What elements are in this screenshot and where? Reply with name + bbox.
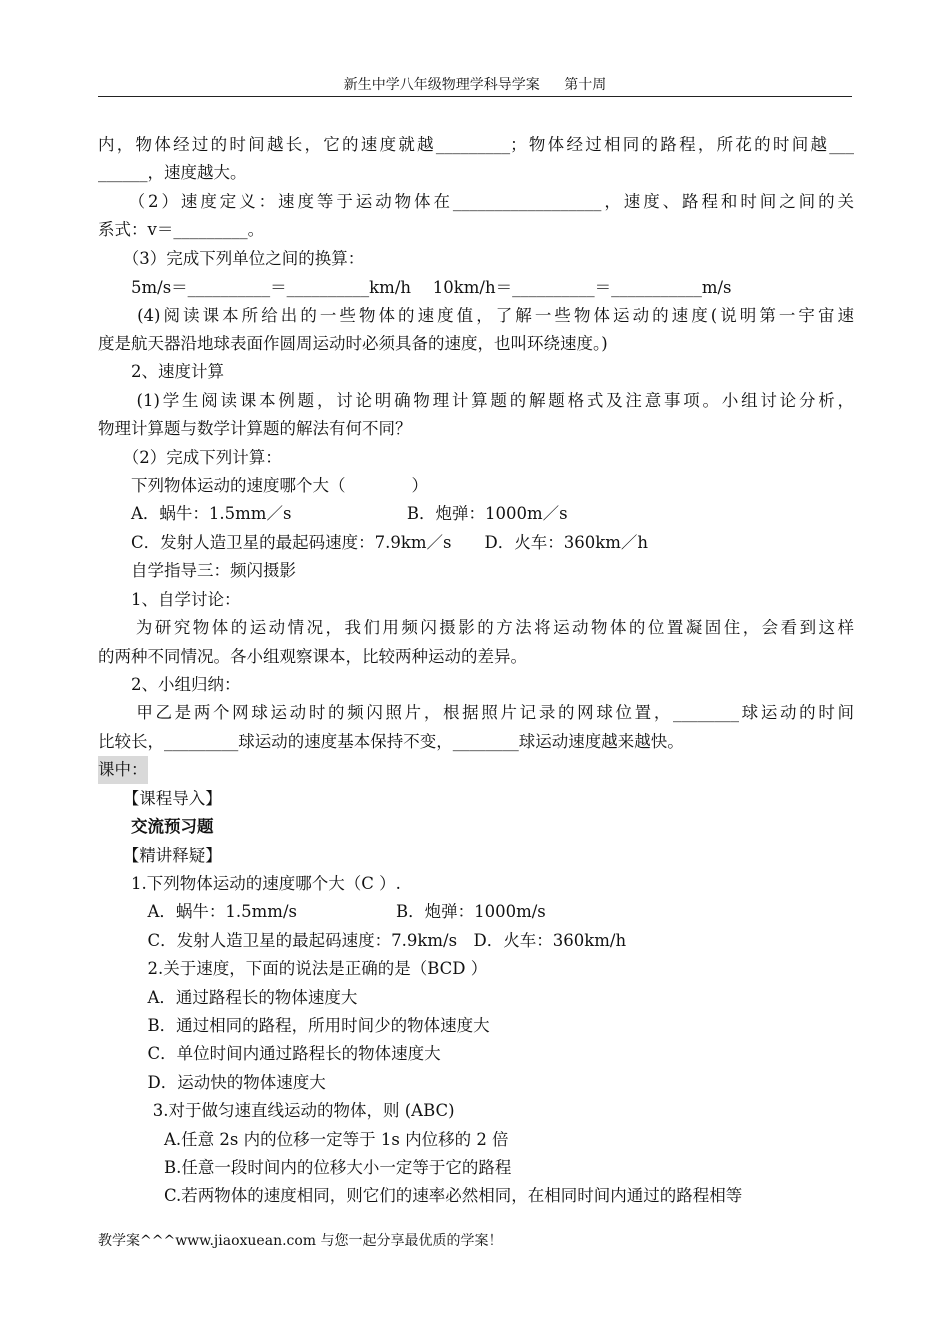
text-line: 的两种不同情况。各小组观察课本，比较两种运动的差异。 [98, 647, 527, 666]
text-line: 度是航天器沿地球表面作圆周运动时必须具备的速度，也叫环绕速度。) [98, 334, 608, 353]
text-line: 系式：v＝_________。 [98, 220, 265, 239]
text-line: A．通过路程长的物体速度大 [98, 988, 358, 1007]
section-label: 课中： [98, 756, 148, 784]
text-line: 5m/s＝__________＝__________km/h 10km/h＝__________＝___________m/s [98, 278, 732, 297]
text-line: 物理计算题与数学计算题的解法有何不同？ [98, 419, 412, 438]
text-line: 自学指导三：频闪摄影 [98, 561, 296, 580]
text-line: 2.关于速度，下面的说法是正确的是（BCD ） [98, 959, 488, 978]
text-line: A．蜗牛：1.5mm／s B．炮弹：1000m／s [98, 504, 568, 523]
text-line: (1)学生阅读课本例题，讨论明确物理计算题的解题格式及注意事项。小组讨论分析， [98, 391, 854, 410]
text-line: 内，物体经过的时间越长，它的速度就越_________；物体经过相同的路程，所花的时间越___ [98, 135, 854, 154]
text-line: （3）完成下列单位之间的换算： [98, 249, 365, 268]
text-line: C．单位时间内通过路程长的物体速度大 [98, 1044, 441, 1063]
text-line: （2）速度定义：速度等于运动物体在__________________，速度、路程和时间之间的关 [98, 192, 854, 211]
text-line: 3.对于做匀速直线运动的物体，则 (ABC) [98, 1101, 455, 1120]
text-line: 下列物体运动的速度哪个大（ ） [98, 476, 428, 495]
text-line: 1、自学讨论： [98, 590, 241, 609]
text-line: ______，速度越大。 [98, 163, 247, 182]
text-line: A.任意 2s 内的位移一定等于 1s 内位移的 2 倍 [98, 1130, 509, 1149]
text-line: 【课程导入】 [98, 789, 222, 808]
text-line: D．运动快的物体速度大 [98, 1073, 326, 1092]
text-line: 【精讲释疑】 [98, 846, 222, 865]
page-footer: 教学案^^^www.jiaoxuean.com 与您一起分享最优质的学案！ [98, 1233, 503, 1249]
header-week: 第十周 [564, 77, 607, 93]
text-line: 2、速度计算 [98, 362, 224, 381]
text-line: A．蜗牛：1.5mm/s B．炮弹：1000m/s [98, 902, 546, 921]
text-line: 为研究物体的运动情况，我们用频闪摄影的方法将运动物体的位置凝固住，会看到这样 [98, 618, 854, 637]
text-line: C．发射人造卫星的最起码速度：7.9km/s D．火车：360km/h [98, 931, 627, 950]
text-line: (4)阅读课本所给出的一些物体的速度值，了解一些物体运动的速度(说明第一宇宙速 [98, 306, 854, 325]
text-line: C．发射人造卫星的最起码速度：7.9km／s D．火车：360km／h [98, 533, 648, 552]
header-title: 新生中学八年级物理学科导学案 [343, 77, 540, 93]
text-line: B．通过相同的路程，所用时间少的物体速度大 [98, 1016, 490, 1035]
text-line: C.若两物体的速度相同，则它们的速率必然相同，在相同时间内通过的路程相等 [98, 1186, 743, 1205]
text-line: 比较长，_________球运动的速度基本保持不变，________球运动速度越来越快。 [98, 732, 684, 751]
text-line: 甲乙是两个网球运动时的频闪照片，根据照片记录的网球位置，________球运动的时间 [98, 703, 854, 722]
text-line: （2）完成下列计算： [98, 448, 282, 467]
text-line: 1.下列物体运动的速度哪个大（C ）. [98, 874, 401, 893]
text-line: 2、小组归纳： [98, 675, 241, 694]
text-line: B.任意一段时间内的位移大小一定等于它的路程 [98, 1158, 512, 1177]
page-header [98, 74, 852, 97]
section-heading: 交流预习题 [98, 817, 214, 836]
